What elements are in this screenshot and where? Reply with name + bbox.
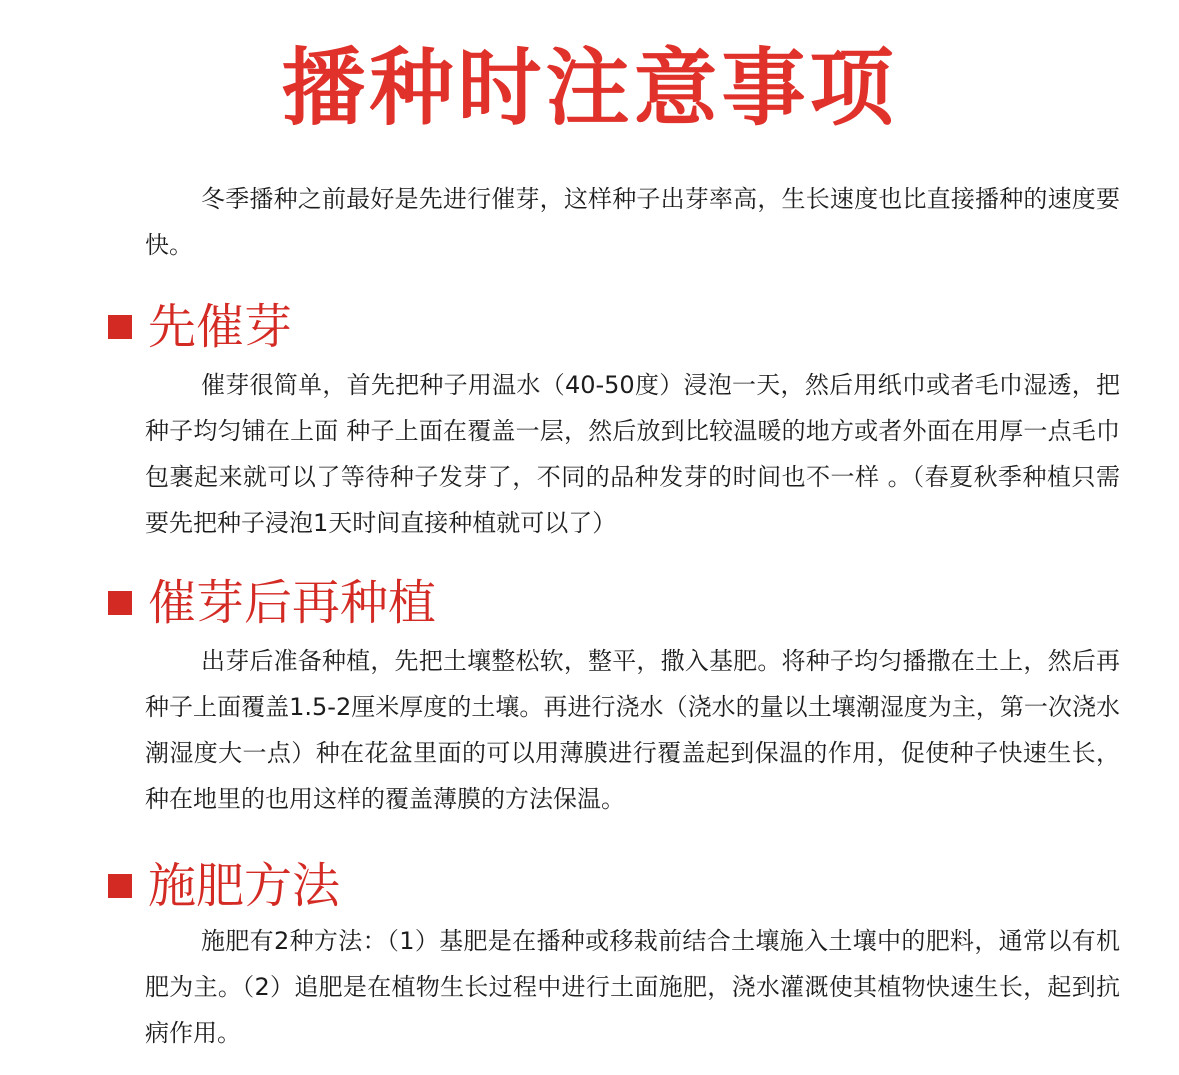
section-header-fertilizing — [108, 855, 340, 917]
section-header-planting — [108, 572, 436, 634]
intro-paragraph: 冬季播种之前最好是先进行催芽，这样种子出芽率高，生长速度也比直接播种的速度要快。 — [145, 185, 1120, 259]
section-title: 先催芽 — [148, 299, 293, 355]
section-title: 催芽后再种植 — [148, 575, 437, 631]
square-bullet-icon — [108, 874, 132, 898]
square-bullet-icon — [108, 315, 132, 339]
section-body-planting: 出芽后准备种植，先把土壤整松软，整平，撒入基肥。将种子均匀播撒在土上，然后再种子上面覆盖1.5-2厘米厚度的土壤。再进行浇水（浇水的量以土壤潮湿度为主，第一次浇水潮湿度大一点）种在花盆里面的可以用薄膜进行覆盖起到保温的作用，促使种子快速生长，种在地里的也用这样的覆盖薄膜的方法保温。 — [145, 647, 1120, 813]
section-body-germination: 催芽很简单，首先把种子用温水（40-50度）浸泡一天，然后用纸巾或者毛巾湿透，把种子均匀铺在上面 种子上面在覆盖一层，然后放到比较温暖的地方或者外面在用厚一点毛巾包裹起来就可以了等待种子发芽了，不同的品种发芽的时间也不一样 。（春夏秋季种植只需要先把种子浸泡1天时间直接种植就可以了） — [145, 371, 1120, 537]
section-body-fertilizing: 施肥有2种方法：（1）基肥是在播种或移栽前结合土壤施入土壤中的肥料，通常以有机肥为主。（2）追肥是在植物生长过程中进行土面施肥，浇水灌溉使其植物快速生长，起到抗病作用。 — [145, 927, 1120, 1047]
square-bullet-icon — [108, 591, 132, 615]
section-title: 施肥方法 — [148, 858, 341, 914]
section-header-germination — [108, 296, 292, 358]
page-title: 播种时注意事项 — [281, 39, 898, 137]
